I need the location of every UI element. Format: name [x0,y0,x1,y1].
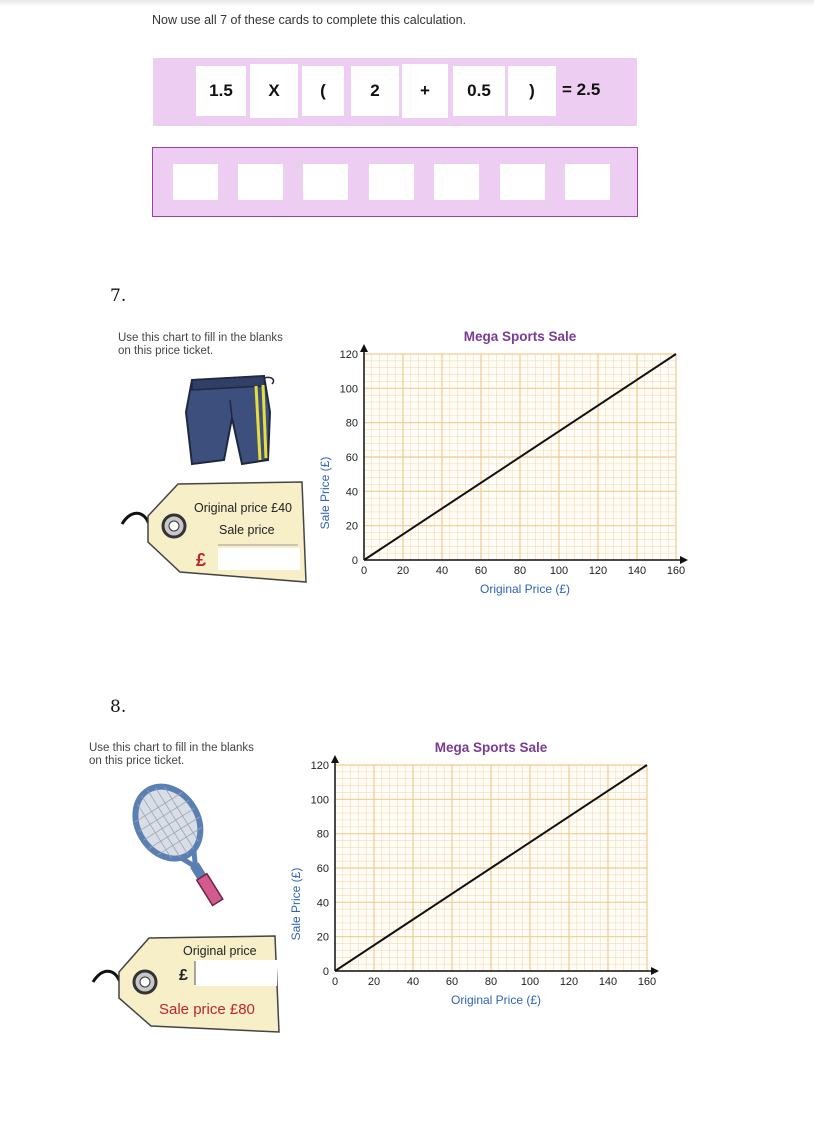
card-7[interactable]: ) [508,66,556,116]
x-tick-label: 20 [396,565,410,577]
card-6[interactable]: 0.5 [453,66,505,116]
answer-slot-4[interactable] [369,164,414,200]
y-axis-arrow [360,344,368,352]
ticket-q8-original-price-input[interactable] [195,960,277,986]
ticket-q7-line1: Original price £40 [194,501,292,515]
y-tick-label: 0 [322,966,329,978]
x-tick-label: 140 [627,565,647,577]
top-shadow [0,0,814,6]
answer-slot-6[interactable] [500,164,545,200]
ticket-q8-currency: £ [179,967,188,984]
y-tick-label: 40 [345,486,358,499]
y-axis-label: Sale Price (£) [318,456,332,530]
x-tick-label: 140 [598,976,618,988]
y-tick-label: 80 [316,828,329,841]
x-tick-label: 120 [588,565,608,577]
y-tick-label: 120 [310,760,329,772]
y-tick-label: 20 [345,520,358,533]
y-tick-label: 100 [310,794,329,807]
instruction-line-1: Use this chart to fill in the blanks [118,332,283,344]
y-tick-label: 0 [351,555,358,567]
instruction-q8 [89,742,254,768]
x-tick-label: 80 [484,976,498,988]
x-axis-label: Original Price (£) [450,993,542,1007]
x-tick-label: 60 [474,565,488,577]
chart-q7 [310,322,690,602]
y-tick-label: 80 [345,417,358,430]
instruction-line-2: on this price ticket. [89,755,185,767]
card-3[interactable]: ( [302,66,344,116]
answer-panel [152,147,638,217]
x-axis-arrow [651,967,659,975]
y-tick-label: 60 [345,452,358,464]
intro-text: Now use all 7 of these cards to complete this calculation. [152,13,467,27]
chart-title: Mega Sports Sale [434,740,548,755]
x-tick-label: 100 [549,565,569,577]
ticket-q8-line1: Original price [183,944,257,958]
y-axis-arrow [331,755,339,763]
equals-result: = 2.5 [562,80,601,99]
ticket-q7-currency: £ [196,550,207,570]
x-tick-label: 100 [520,976,540,988]
x-tick-label: 160 [666,565,686,577]
y-tick-label: 20 [316,931,329,944]
answer-slot-5[interactable] [434,164,479,200]
tennis-racket-illustration [126,782,226,914]
shorts-illustration [180,372,275,467]
question-number-7: 7. [110,286,127,306]
y-tick-label: 100 [339,383,358,396]
y-tick-label: 60 [316,863,329,875]
x-tick-label: 40 [435,565,449,577]
card-4[interactable]: 2 [351,66,399,116]
answer-slot-7[interactable] [565,164,610,200]
question-number-8: 8. [110,697,127,717]
x-axis-arrow [680,556,688,564]
card-2[interactable]: X [250,64,298,118]
x-tick-label: 0 [360,565,368,577]
chart-q8 [281,733,661,1013]
ticket-q8-line3: Sale price £80 [159,1001,255,1018]
x-tick-label: 0 [331,976,339,988]
x-axis-label: Original Price (£) [479,582,571,596]
y-axis-label: Sale Price (£) [289,867,303,941]
card-1[interactable]: 1.5 [196,66,246,116]
chart-title: Mega Sports Sale [463,329,577,344]
x-tick-label: 120 [559,976,579,988]
y-tick-label: 120 [339,349,358,361]
price-ticket-q7 [118,478,310,584]
instruction-line-2: on this price ticket. [118,345,214,357]
ticket-q7-sale-price-input[interactable] [218,548,300,570]
answer-slot-2[interactable] [238,164,283,200]
ticket-q7-line2: Sale price [219,523,275,537]
x-tick-label: 80 [513,565,527,577]
y-tick-label: 40 [316,897,329,910]
x-tick-label: 40 [406,976,420,988]
price-ticket-q8 [89,930,281,1034]
x-tick-label: 60 [445,976,459,988]
answer-slot-1[interactable] [173,164,218,200]
answer-slot-3[interactable] [303,164,348,200]
card-5[interactable]: + [402,64,448,118]
instruction-line-1: Use this chart to fill in the blanks [89,742,254,754]
x-tick-label: 20 [367,976,381,988]
instruction-q7 [118,332,283,358]
x-tick-label: 160 [637,976,657,988]
